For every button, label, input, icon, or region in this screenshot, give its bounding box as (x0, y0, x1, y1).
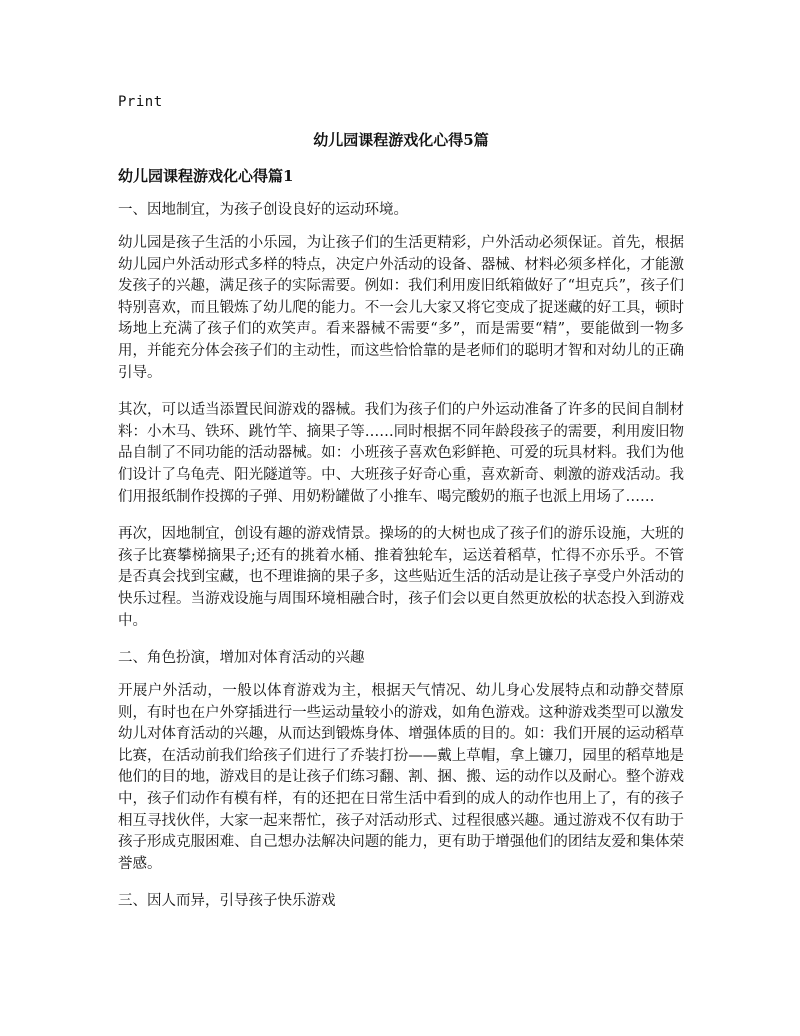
print-label: Print (118, 94, 163, 110)
section-heading-1: 一、因地制宜，为孩子创设良好的运动环境。 (118, 202, 408, 218)
section-heading-3: 三、因人而异，引导孩子快乐游戏 (118, 893, 336, 910)
section-heading-2: 二、角色扮演，增加对体育活动的兴趣 (118, 650, 365, 667)
document-page (118, 92, 684, 924)
document-title: 幼儿园课程游戏化心得5篇 (313, 131, 489, 149)
paragraph: 幼儿园是孩子生活的小乐园，为让孩子们的生活更精彩，户外活动必须保证。首先，根据幼儿园户外活动形式多样的特点，决定户外活动的设备、器械、材料必须多样化，才能激发孩子的兴趣，满足孩子的实际需要。例如：我们利用废旧纸箱做好了“坦克兵”，孩子们特别喜欢，而且锻炼了幼儿爬的能力。不一会儿大家又将它变成了捉迷藏的好工具，顿时场地上充满了孩子们的欢笑声。看来器械不需要“多”，而是需要“精”，要能做到一物多用，并能充分体会孩子们的主动性，而这些恰恰靠的是老师们的聪明才智和对幼儿的正确引导。 (118, 235, 684, 381)
document-subtitle: 幼儿园课程游戏化心得篇1 (118, 167, 294, 185)
paragraph: 开展户外活动，一般以体育游戏为主，根据天气情况、幼儿身心发展特点和动静交替原则，有时也在户外穿插进行一些运动量较小的游戏，如角色游戏。这种游戏类型可以激发幼儿对体育活动的兴趣，从而达到锻炼身体、增强体质的目的。如：我们开展的运动稻草比赛，在活动前我们给孩子们进行了乔装打扮——戴上草帽，拿上镰刀，园里的稻草地是他们的目的地，游戏目的是让孩子们练习翻、割、捆、搬、运的动作以及耐心。整个游戏中，孩子们动作有模有样，有的还把在日常生活中看到的成人的动作也用上了，有的孩子相互寻找伙伴，大家一起来帮忙，孩子对活动形式、过程很感兴趣。通过游戏不仅有助于孩子形成克服困难、自己想办法解决问题的能力，更有助于增强他们的团结友爱和集体荣誉感。 (118, 683, 684, 872)
paragraph: 再次，因地制宜，创设有趣的游戏情景。操场的的大树也成了孩子们的游乐设施，大班的孩子比赛攀梯摘果子;还有的挑着水桶、推着独轮车，运送着稻草，忙得不亦乐乎。不管是否真会找到宝藏，也不理谁摘的果子多，这些贴近生活的活动是让孩子享受户外活动的快乐过程。当游戏设施与周围环境相融合时，孩子们会以更自然更放松的状态投入到游戏中。 (118, 526, 684, 629)
paragraph: 其次，可以适当添置民间游戏的器械。我们为孩子们的户外运动准备了许多的民间自制材料：小木马、铁环、跳竹竿、摘果子等……同时根据不同年龄段孩子的需要，利用废旧物品自制了不同功能的活动器械。如：小班孩子喜欢色彩鲜艳、可爱的玩具材料。我们为他们设计了乌龟壳、阳光隧道等。中、大班孩子好奇心重，喜欢新奇、刺激的游戏活动。我们用报纸制作投掷的子弹、用奶粉罐做了小推车、喝完酸奶的瓶子也派上用场了…… (118, 402, 684, 505)
